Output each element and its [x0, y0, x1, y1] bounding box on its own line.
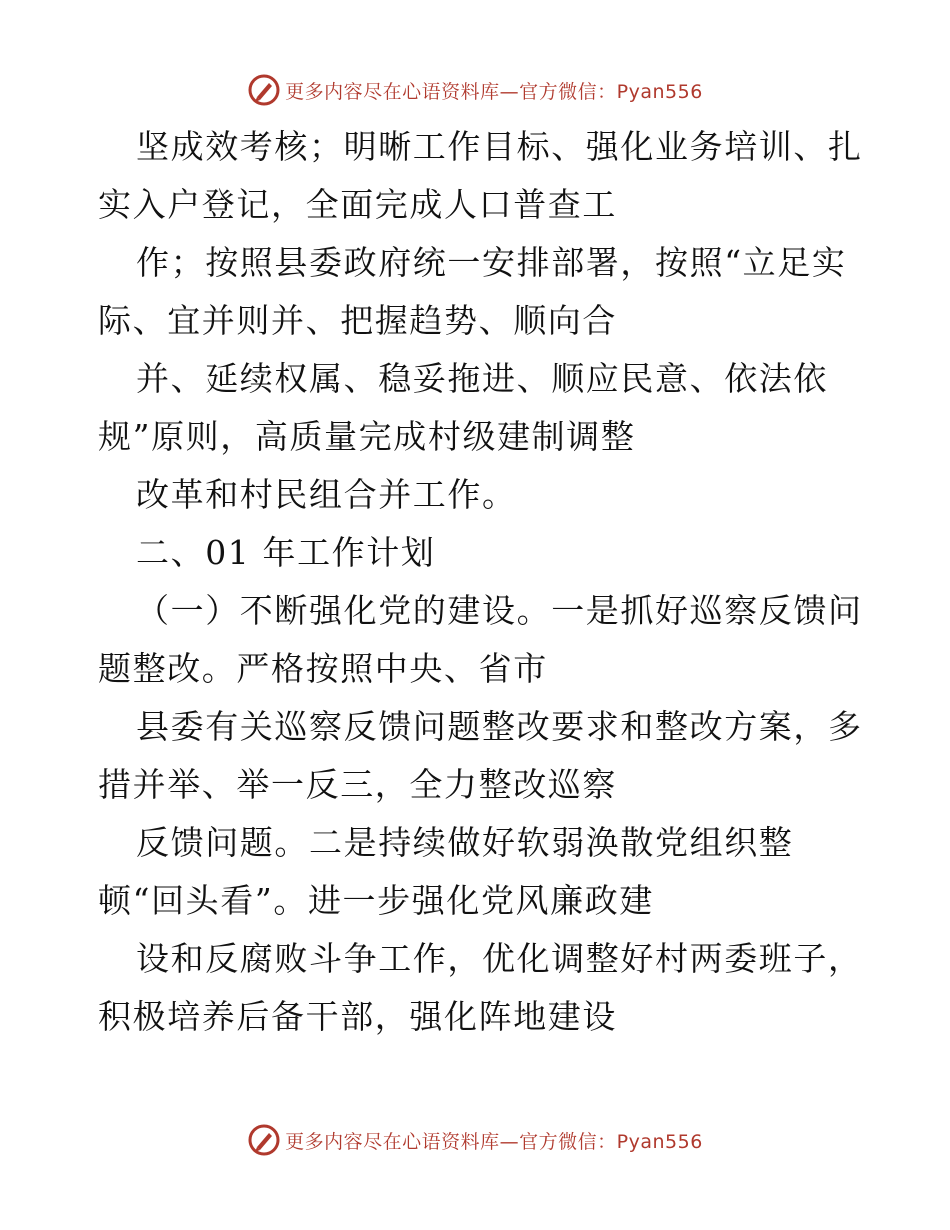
footer-banner	[0, 1120, 950, 1160]
body-line-14: 顿“回头看”。进一步强化党风廉政建	[98, 881, 654, 920]
body-line-7: 改革和村民组合并工作。	[136, 475, 517, 514]
body-line-16: 积极培养后备干部，强化阵地建设	[98, 997, 617, 1036]
body-line-9: （一）不断强化党的建设。一是抓好巡察反馈问	[136, 591, 863, 630]
pen-logo-icon	[247, 1123, 281, 1157]
body-line-13: 反馈问题。二是持续做好软弱涣散党组织整	[136, 823, 794, 862]
body-line-5: 并、延续权属、稳妥拖进、顺应民意、依法依	[136, 359, 828, 398]
body-line-6: 规”原则，高质量完成村级建制调整	[98, 417, 636, 456]
body-line-1: 坚成效考核；明晰工作目标、强化业务培训、扎	[136, 127, 863, 166]
body-line-11: 县委有关巡察反馈问题整改要求和整改方案，多	[136, 707, 863, 746]
body-line-12: 措并举、举一反三，全力整改巡察	[98, 765, 617, 804]
footer-banner-text: 更多内容尽在心语资料库—官方微信：Pyan556	[285, 1130, 703, 1153]
body-line-4: 际、宜并则并、把握趋势、顺向合	[98, 301, 617, 340]
document-body	[98, 118, 898, 1046]
body-line-3: 作；按照县委政府统一安排部署，按照“立足实	[136, 243, 847, 282]
body-line-2: 实入户登记，全面完成人口普查工	[98, 185, 617, 224]
body-line-10: 题整改。严格按照中央、省市	[98, 649, 548, 688]
header-banner-text: 更多内容尽在心语资料库—官方微信：Pyan556	[285, 80, 703, 103]
body-line-15: 设和反腐败斗争工作，优化调整好村两委班子，	[136, 939, 863, 978]
section-heading: 二、01 年工作计划	[136, 533, 436, 572]
header-banner	[0, 70, 950, 110]
pen-logo-icon	[247, 73, 281, 107]
